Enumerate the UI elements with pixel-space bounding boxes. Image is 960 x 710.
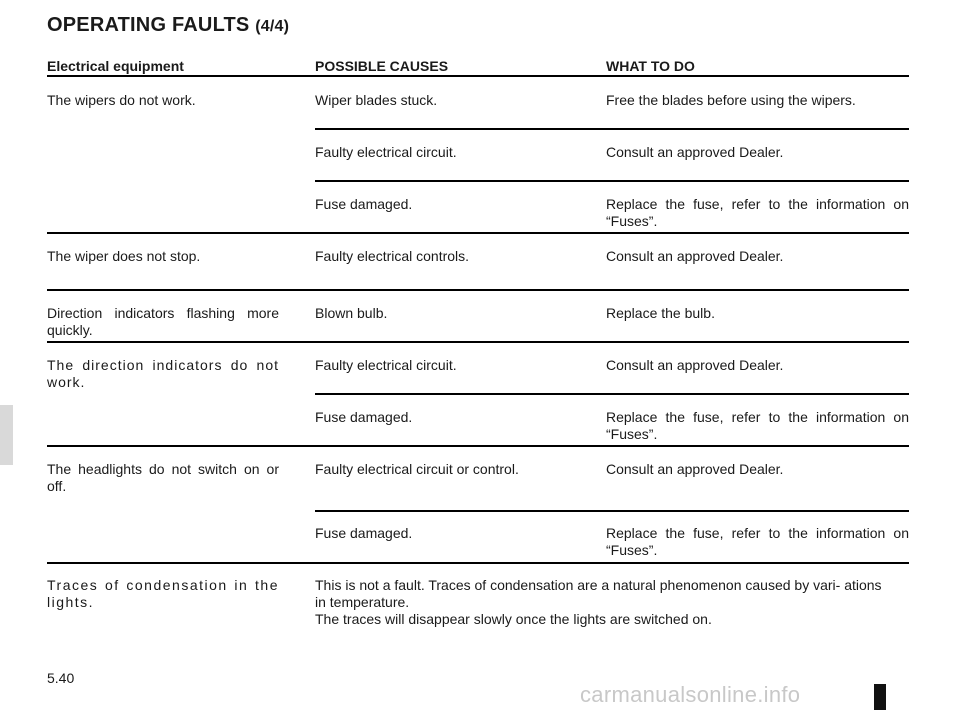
- group-divider: [47, 562, 909, 564]
- title-suffix: (4/4): [255, 18, 290, 35]
- page-edge-marker: [874, 684, 886, 710]
- row-action: Consult an approved Dealer.: [606, 144, 784, 160]
- row-equipment: The direction indicators do not work.: [47, 357, 279, 390]
- header-equipment: Electrical equipment: [47, 58, 184, 74]
- row-action: Replace the fuse, refer to the information on “Fuses”.: [606, 409, 909, 442]
- row-divider: [315, 128, 909, 130]
- page-title: [47, 14, 289, 37]
- row-cause: This is not a fault. Traces of condensation are a natural phenomenon caused by vari- ations in temperature.: [315, 577, 882, 610]
- row-action: Replace the fuse, refer to the information on “Fuses”.: [606, 525, 909, 558]
- page-number: 5.40: [47, 670, 75, 686]
- row-cause: Wiper blades stuck.: [315, 92, 438, 108]
- row-action: Replace the bulb.: [606, 305, 715, 321]
- watermark: carmanualsonline.info: [580, 682, 801, 707]
- group-divider: [47, 232, 909, 234]
- row-equipment: Traces of condensation in the lights.: [47, 577, 279, 610]
- title-text: OPERATING FAULTS: [47, 14, 250, 36]
- row-cause: Faulty electrical controls.: [315, 248, 470, 264]
- header-divider: [47, 75, 909, 77]
- row-action: Consult an approved Dealer.: [606, 461, 784, 477]
- row-equipment: The wiper does not stop.: [47, 248, 201, 264]
- header-what-to-do: WHAT TO DO: [606, 58, 695, 74]
- row-action: Consult an approved Dealer.: [606, 248, 784, 264]
- row-cause: Fuse damaged.: [315, 196, 413, 212]
- row-equipment: The wipers do not work.: [47, 92, 196, 108]
- row-cause: Faulty electrical circuit.: [315, 357, 457, 373]
- header-causes: POSSIBLE CAUSES: [315, 58, 449, 74]
- row-cause: Blown bulb.: [315, 305, 388, 321]
- row-action: Consult an approved Dealer.: [606, 357, 784, 373]
- row-cause: Fuse damaged.: [315, 525, 413, 541]
- row-action: Free the blades before using the wipers.: [606, 92, 856, 108]
- row-divider: [315, 510, 909, 512]
- group-divider: [47, 341, 909, 343]
- chapter-tab: [0, 405, 13, 465]
- group-divider: [47, 445, 909, 447]
- row-divider: [315, 180, 909, 182]
- group-divider: [47, 289, 909, 291]
- row-divider: [315, 393, 909, 395]
- row-cause: Faulty electrical circuit or control.: [315, 461, 519, 477]
- row-action: Replace the fuse, refer to the information on “Fuses”.: [606, 196, 909, 229]
- row-action: The traces will disappear slowly once the lights are switched on.: [315, 611, 712, 627]
- row-cause: Fuse damaged.: [315, 409, 413, 425]
- row-equipment: Direction indicators flashing more quickly.: [47, 305, 279, 338]
- row-equipment: The headlights do not switch on or off.: [47, 461, 279, 494]
- row-cause: Faulty electrical circuit.: [315, 144, 457, 160]
